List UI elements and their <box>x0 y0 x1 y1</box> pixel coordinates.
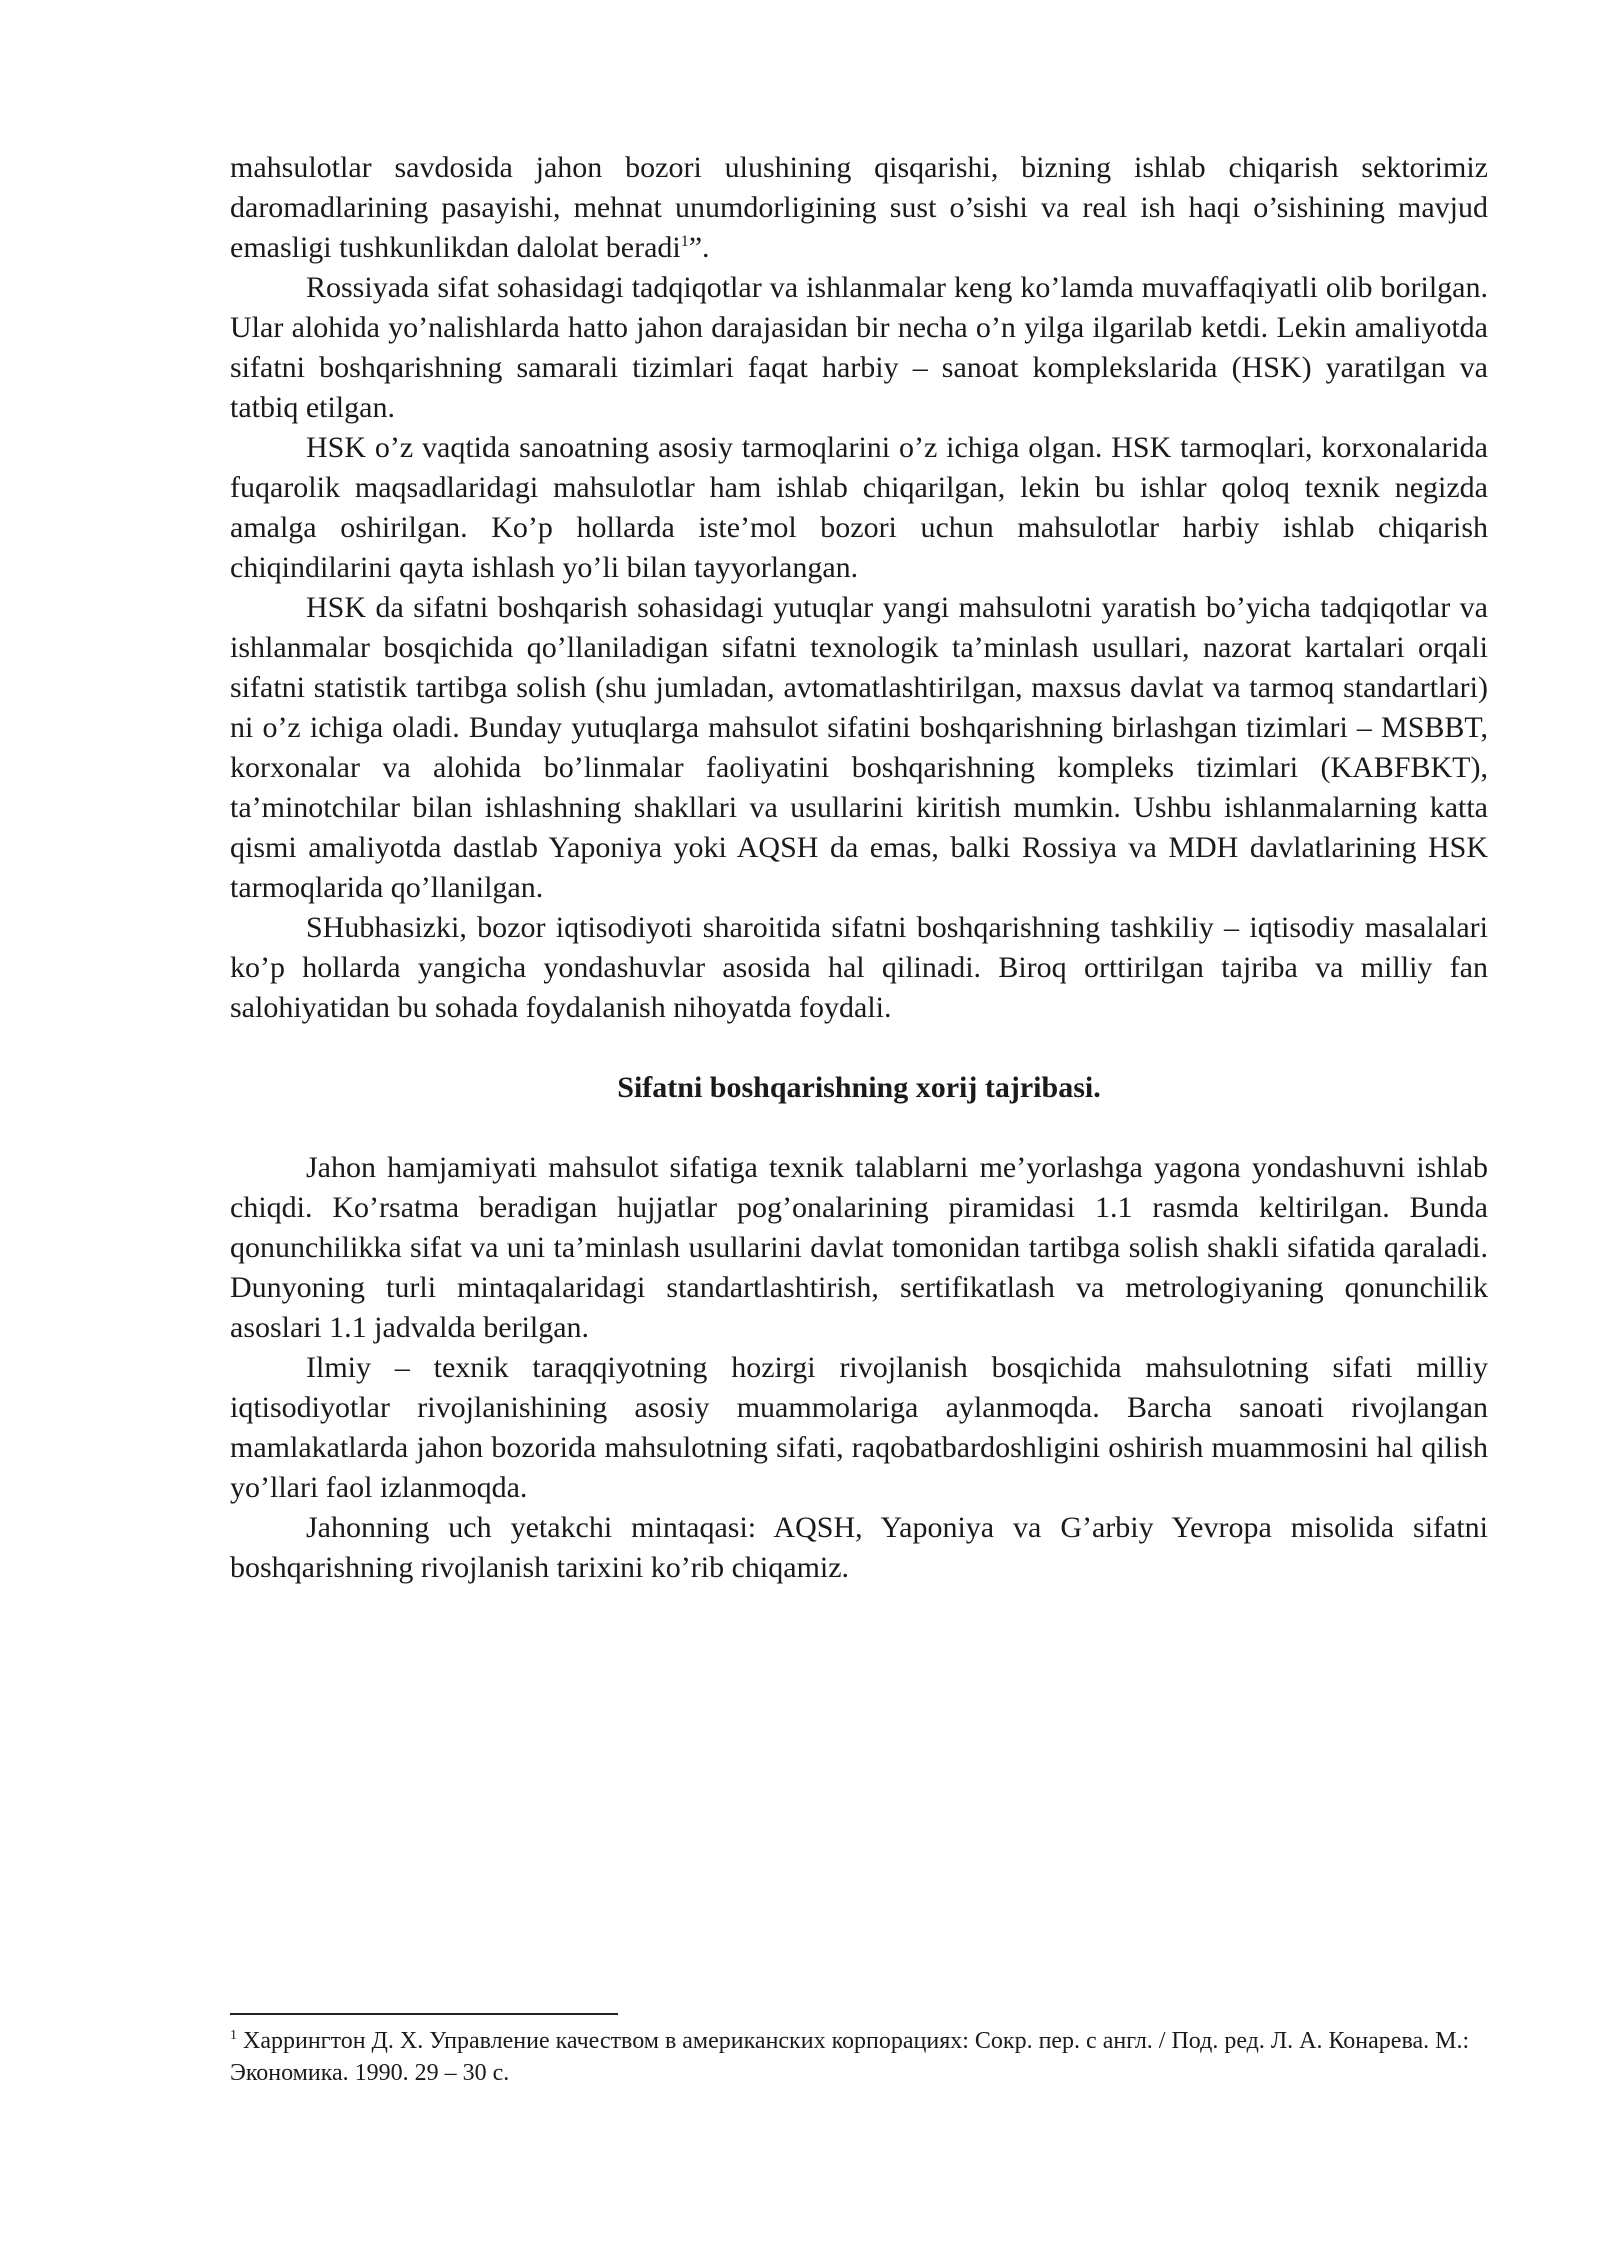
document-body <box>230 148 1488 1588</box>
section-heading: Sifatni boshqarishning xorij tajribasi. <box>617 1071 1101 1104</box>
paragraph: Ilmiy – texnik taraqqiyotning hozirgi rivojlanish bosqichida mahsulotning sifati milliy iqtisodiyotlar rivojlanishining asosiy muammolariga aylanmoqda. Barcha sanoati rivojlangan mamlakatlarda jahon bozorida mahsulotning sifati, raqobatbardoshligini oshirish muammosini hal qilish yo’llari faol izlanmoqda. <box>230 1351 1488 1504</box>
paragraph-text: mahsulotlar savdosida jahon bozori ulushining qisqarishi, bizning ishlab chiqarish sektorimiz daromadlarining pasayishi, mehnat unumdorligining sust o’sishi va real ish haqi o’sishining mavjud emasligi tushkunlikdan dalolat beradi <box>230 151 1488 264</box>
paragraph: SHubhasizki, bozor iqtisodiyoti sharoitida sifatni boshqarishning tashkiliy – iqtisodiy masalalari ko’p hollarda yangicha yondashuvlar asosida hal qilinadi. Biroq orttirilgan tajriba va milliy fan salohiyatidan bu sohada foydalanish nihoyatda foydali. <box>230 911 1488 1024</box>
paragraph: HSK da sifatni boshqarish sohasidagi yutuqlar yangi mahsulotni yaratish bo’yicha tadqiqotlar va ishlanmalar bosqichida qo’llaniladigan sifatni texnologik ta’minlash usullari, nazorat kartalari orqali sifatni statistik tartibga solish (shu jumladan, avtomatlashtirilgan, maxsus davlat va tarmoq standartlari) ni o’z ichiga oladi. Bunday yutuqlarga mahsulot sifatini boshqarishning birlashgan tizimlari – MSBBT, korxonalar va alohida bo’linmalar faoliyatini boshqarishning kompleks tizimlari (KABFBKT), ta’minotchilar bilan ishlashning shakllari va usullarini kiritish mumkin. Ushbu ishlanmalarning katta qismi amaliyotda dastlab Yaponiya yoki AQSH da emas, balki Rossiya va MDH davlatlarining HSK tarmoqlarida qo’llanilgan. <box>230 591 1488 904</box>
footnote <box>230 2025 1488 2089</box>
footnote-marker: 1 <box>230 2028 237 2043</box>
footnote-reference[interactable]: 1 <box>680 233 689 250</box>
paragraph: HSK o’z vaqtida sanoatning asosiy tarmoqlarini o’z ichiga olgan. HSK tarmoqlari, korxonalarida fuqarolik maqsadlaridagi mahsulotlar ham ishlab chiqarilgan, lekin bu ishlar qoloq texnik negizda amalga oshirilgan. Ko’p hollarda iste’mol bozori uchun mahsulotlar harbiy ishlab chiqarish chiqindilarini qayta ishlash yo’li bilan tayyorlangan. <box>230 431 1488 584</box>
footnote-text: Харрингтон Д. Х. Управление качеством в американских корпорациях: Сокр. пер. с англ. / Под. ред. Л. А. Конарева. М.: Экономика. 1990. 29 – 30 с. <box>230 2028 1470 2086</box>
paragraph: Rossiyada sifat sohasidagi tadqiqotlar va ishlanmalar keng ko’lamda muvaffaqiyatli olib borilgan. Ular alohida yo’nalishlarda hatto jahon darajasidan bir necha o’n yilga ilgarilab ketdi. Lekin amaliyotda sifatni boshqarishning samarali tizimlari faqat harbiy – sanoat komplekslarida (HSK) yaratilgan va tatbiq etilgan. <box>230 271 1488 424</box>
footnote-separator <box>230 2013 618 2015</box>
paragraph-continued <box>230 148 1488 268</box>
paragraph: Jahonning uch yetakchi mintaqasi: AQSH, Yaponiya va G’arbiy Yevropa misolida sifatni boshqarishning rivojlanish tarixini ko’rib chiqamiz. <box>230 1511 1488 1584</box>
paragraph-tail: ”. <box>688 231 710 264</box>
paragraph: Jahon hamjamiyati mahsulot sifatiga texnik talablarni me’yorlashga yagona yondashuvni ishlab chiqdi. Ko’rsatma beradigan hujjatlar pog’onalarining piramidasi 1.1 rasmda keltirilgan. Bunda qonunchilikka sifat va uni ta’minlash usullarini davlat tomonidan tartibga solish shakli sifatida qaraladi. Dunyoning turli mintaqalaridagi standartlashtirish, sertifikatlash va metrologiyaning qonunchilik asoslari 1.1 jadvalda berilgan. <box>230 1151 1488 1344</box>
